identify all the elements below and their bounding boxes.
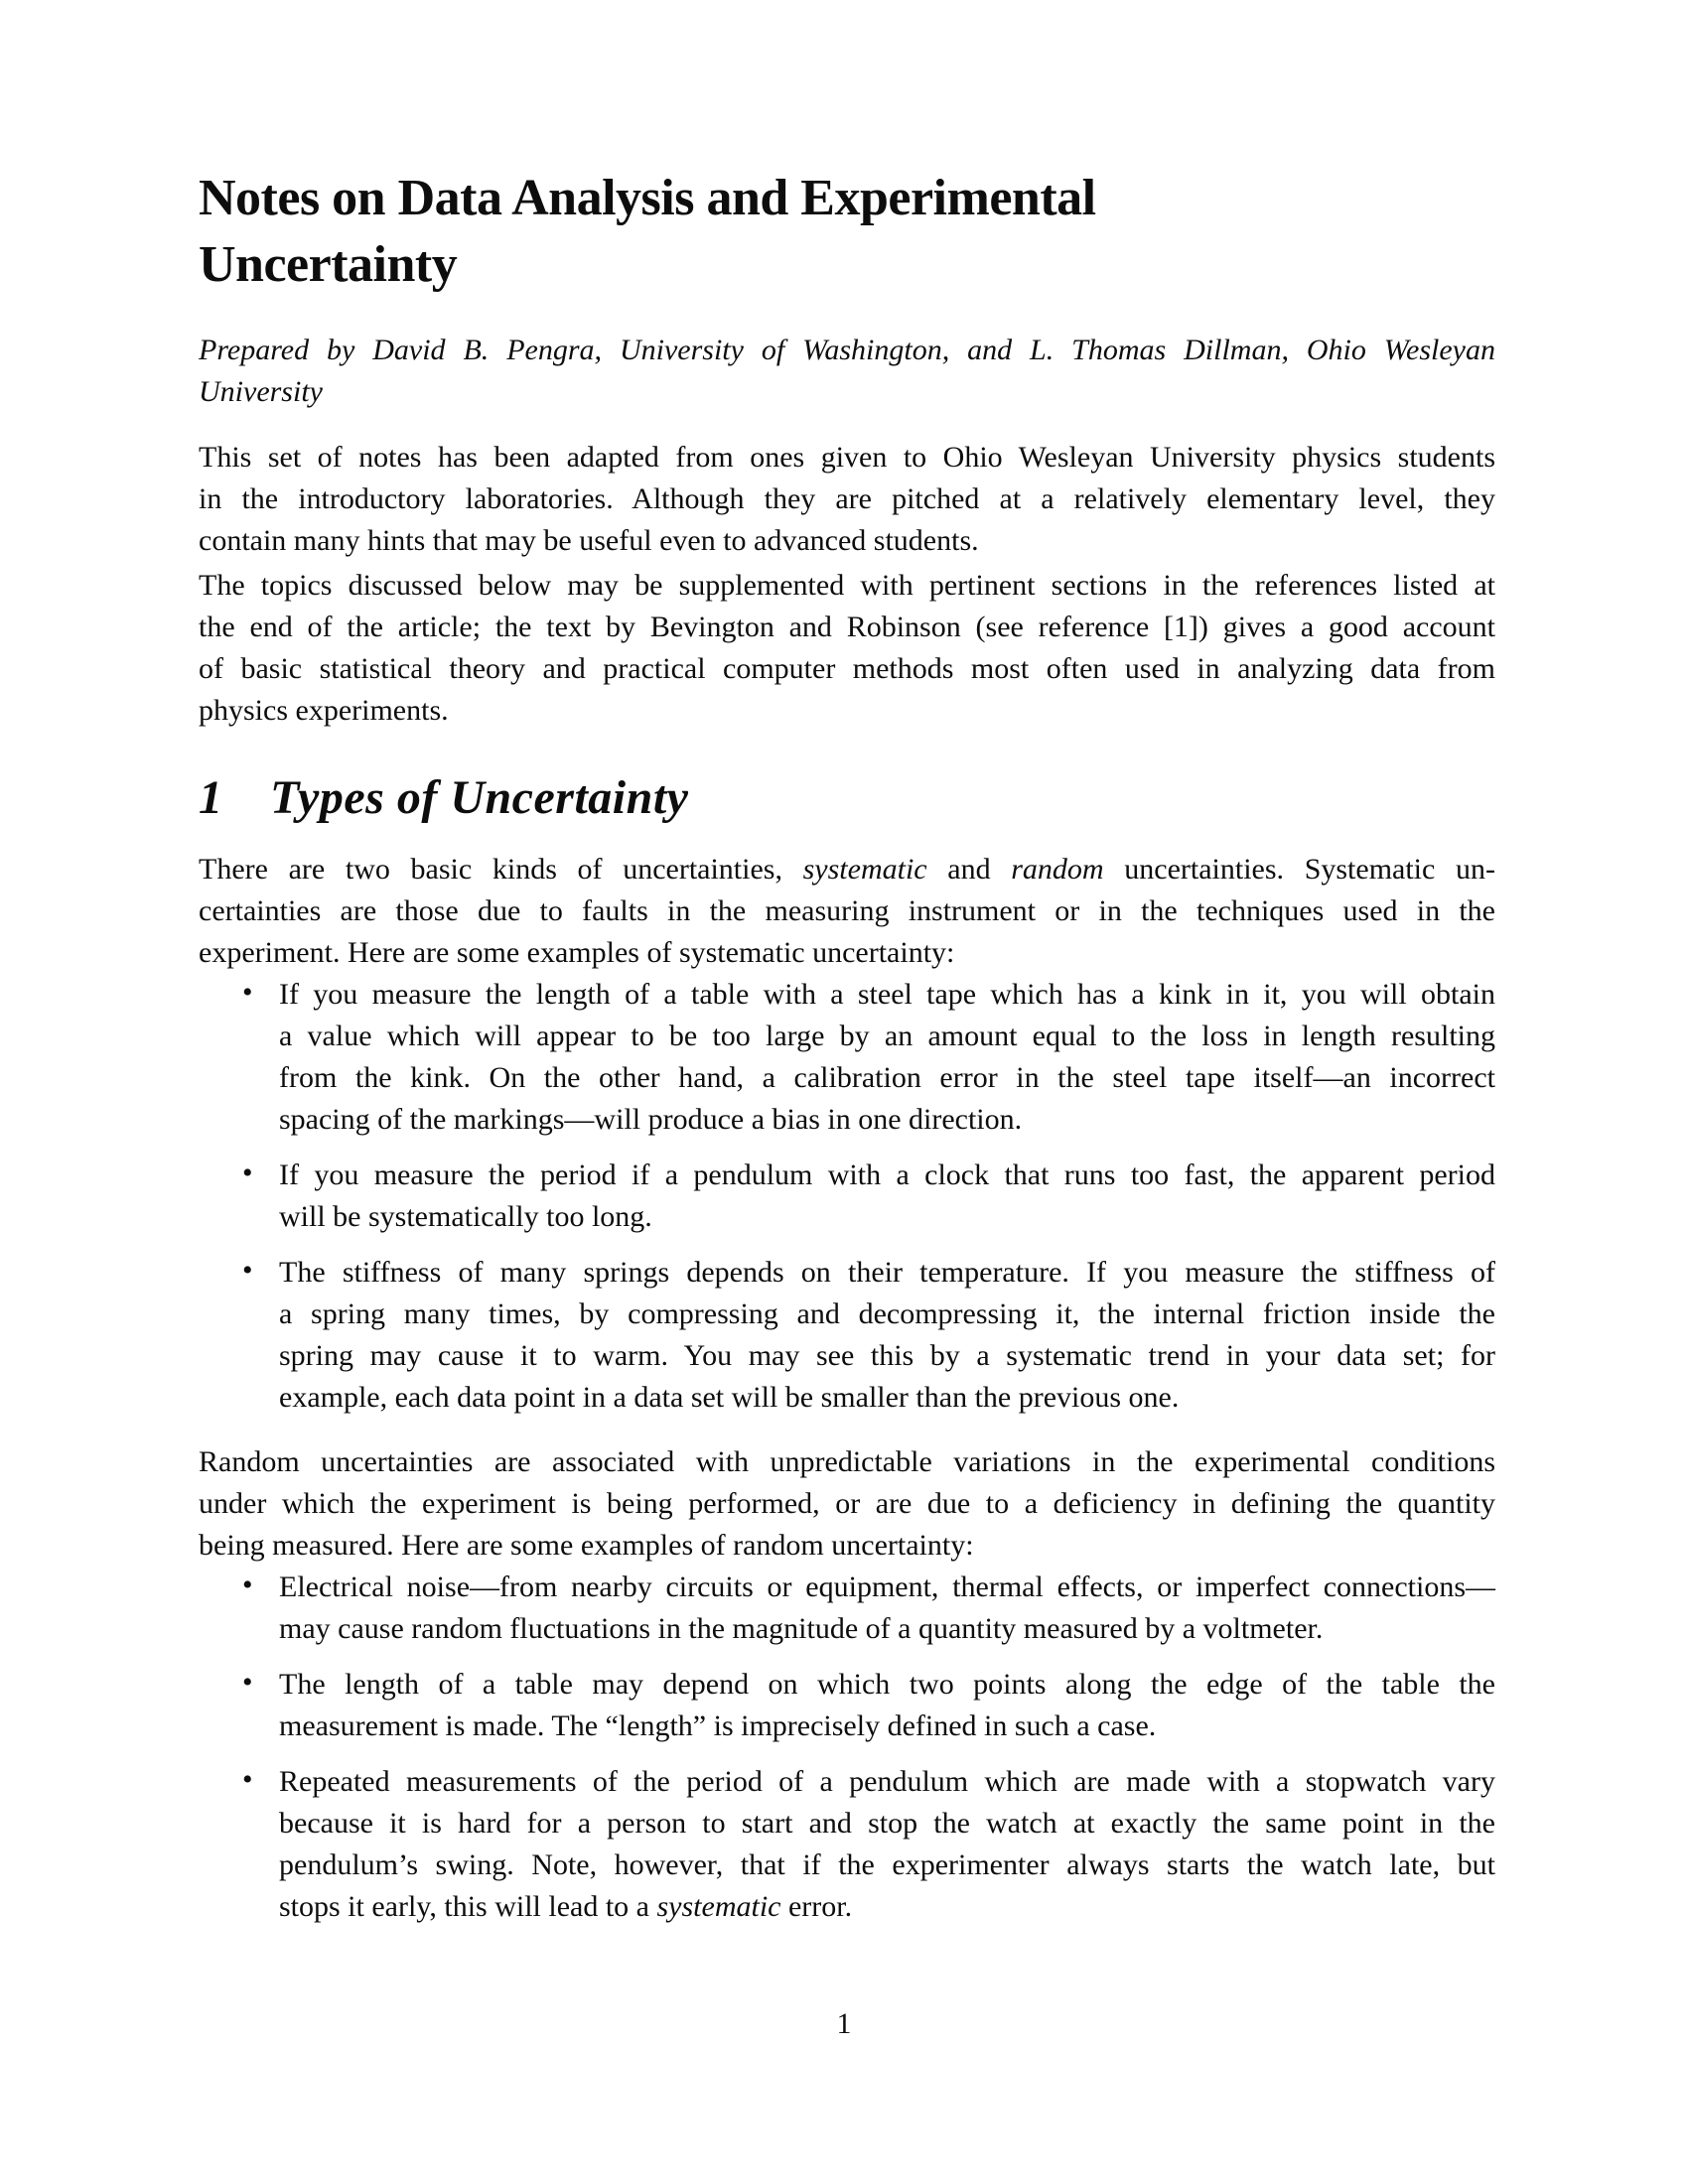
text-line: may cause random fluctuations in the magnitude of a quantity measured by a voltmeter. bbox=[279, 1612, 1324, 1645]
text-line: Electrical noise—from nearby circuits or equipment, thermal effects, or imperfect connections— bbox=[279, 1570, 1495, 1603]
list-item bbox=[242, 1155, 1495, 1238]
list-item-text bbox=[279, 1155, 1495, 1238]
text-line: a spring many times, by compressing and decompressing it, the internal friction inside the bbox=[279, 1297, 1495, 1330]
text-line: Repeated measurements of the period of a pendulum which are made with a stopwatch vary bbox=[279, 1765, 1495, 1798]
text-line: measurement is made. The “length” is imprecisely defined in such a case. bbox=[279, 1709, 1157, 1742]
text-line: Uncertainty bbox=[199, 236, 458, 293]
text-line: from the kink. On the other hand, a calibration error in the steel tape itself—an incorrect bbox=[279, 1061, 1495, 1094]
text-line: Notes on Data Analysis and Experimental bbox=[199, 170, 1096, 226]
section-title: Types of Uncertainty bbox=[270, 771, 689, 824]
bullet-icon: • bbox=[242, 1157, 253, 1189]
page-number: 1 bbox=[836, 2007, 852, 2040]
random-paragraph bbox=[199, 1441, 1495, 1567]
text-column bbox=[199, 0, 1495, 1928]
bullet-icon: • bbox=[242, 1666, 253, 1699]
text-line: contain many hints that may be useful even to advanced students. bbox=[199, 524, 979, 557]
list-item-text bbox=[279, 974, 1495, 1141]
text-line: Random uncertainties are associated with unpredictable variations in the experimental conditions bbox=[199, 1445, 1495, 1478]
intro-paragraph-2 bbox=[199, 565, 1495, 732]
list-item bbox=[242, 1567, 1495, 1650]
bullet-icon: • bbox=[242, 1569, 253, 1601]
text-line: physics experiments. bbox=[199, 694, 449, 727]
list-item-text bbox=[279, 1567, 1495, 1650]
text-line: Prepared by David B. Pengra, University of Washington, and L. Thomas Dillman, Ohio Wesleyan bbox=[199, 334, 1495, 366]
random-examples-list bbox=[199, 1567, 1495, 1928]
text-line: This set of notes has been adapted from ones given to Ohio Wesleyan University physics students bbox=[199, 441, 1495, 474]
text-line: spring may cause it to warm. You may see this by a systematic trend in your data set; for bbox=[279, 1339, 1495, 1372]
bullet-icon: • bbox=[242, 1763, 253, 1796]
document-title bbox=[199, 165, 1495, 298]
text-line: University bbox=[199, 375, 323, 408]
text-line: spacing of the markings—will produce a bias in one direction. bbox=[279, 1103, 1023, 1136]
list-item-text bbox=[279, 1252, 1495, 1419]
intro-paragraph-1 bbox=[199, 437, 1495, 562]
text-line: experiment. Here are some examples of systematic uncertainty: bbox=[199, 936, 955, 969]
text-line: The stiffness of many springs depends on their temperature. If you measure the stiffness of bbox=[279, 1256, 1495, 1289]
bullet-icon: • bbox=[242, 976, 253, 1009]
text-line: will be systematically too long. bbox=[279, 1200, 652, 1233]
text-line: example, each data point in a data set will be smaller than the previous one. bbox=[279, 1381, 1180, 1414]
list-item bbox=[242, 1664, 1495, 1747]
systematic-paragraph bbox=[199, 849, 1495, 974]
text-line: because it is hard for a person to start and stop the watch at exactly the same point in the bbox=[279, 1807, 1495, 1840]
text-line: stops it early, this will lead to a systematic error. bbox=[279, 1890, 853, 1923]
text-line: in the introductory laboratories. Although they are pitched at a relatively elementary level, they bbox=[199, 482, 1495, 515]
list-item bbox=[242, 974, 1495, 1141]
text-line: pendulum’s swing. Note, however, that if the experimenter always starts the watch late, but bbox=[279, 1848, 1495, 1881]
text-line: the end of the article; the text by Bevington and Robinson (see reference [1]) gives a good account bbox=[199, 611, 1495, 643]
text-line: If you measure the length of a table with a steel tape which has a kink in it, you will obtain bbox=[279, 978, 1495, 1011]
section-number: 1 bbox=[199, 771, 223, 824]
text-line: The length of a table may depend on which two points along the edge of the table the bbox=[279, 1668, 1495, 1701]
byline bbox=[199, 330, 1495, 413]
section-heading bbox=[199, 771, 1495, 825]
text-line: of basic statistical theory and practical computer methods most often used in analyzing data from bbox=[199, 652, 1495, 685]
text-line: certainties are those due to faults in the measuring instrument or in the techniques used in the bbox=[199, 894, 1495, 927]
bullet-icon: • bbox=[242, 1254, 253, 1287]
text-line: a value which will appear to be too large by an amount equal to the loss in length resulting bbox=[279, 1020, 1495, 1052]
list-item bbox=[242, 1761, 1495, 1928]
systematic-examples-list bbox=[199, 974, 1495, 1419]
text-line: There are two basic kinds of uncertainties, systematic and random uncertainties. Systematic un- bbox=[199, 853, 1495, 886]
list-item-text bbox=[279, 1761, 1495, 1928]
text-line: being measured. Here are some examples of random uncertainty: bbox=[199, 1529, 974, 1562]
list-item-text bbox=[279, 1664, 1495, 1747]
text-line: If you measure the period if a pendulum with a clock that runs too fast, the apparent period bbox=[279, 1159, 1495, 1191]
text-line: The topics discussed below may be supplemented with pertinent sections in the references listed at bbox=[199, 569, 1495, 602]
list-item bbox=[242, 1252, 1495, 1419]
text-line: under which the experiment is being performed, or are due to a deficiency in defining the quantity bbox=[199, 1487, 1495, 1520]
